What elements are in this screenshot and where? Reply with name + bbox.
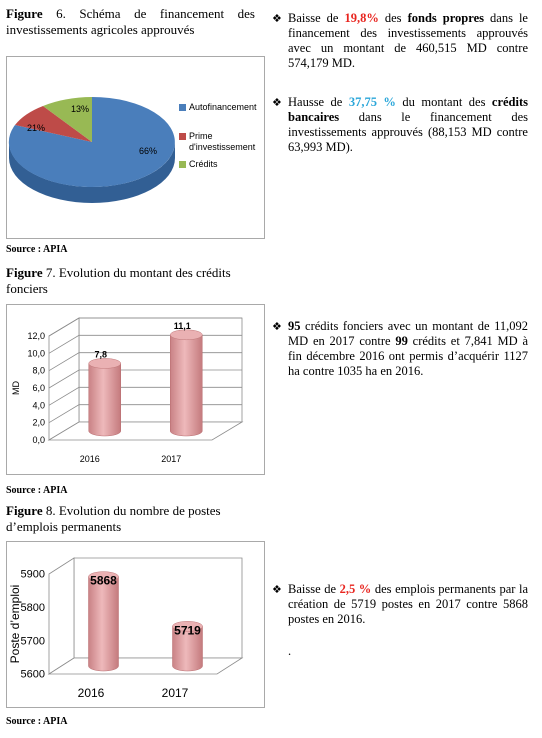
y-tick-label: 5700 <box>20 635 45 648</box>
legend-item-autofinancement <box>179 102 265 114</box>
legend-label-prime-2: d'investissement <box>189 142 256 152</box>
y-axis-title: MD <box>11 381 21 395</box>
fig7-bar-chart <box>7 305 266 476</box>
x-tick-label-2016: 2016 <box>77 686 105 700</box>
fig8-number: 8 <box>45 503 53 518</box>
x-tick-label-2017: 2017 <box>161 686 189 700</box>
legend-swatch-green <box>179 161 186 168</box>
fig6-legend <box>179 102 265 170</box>
y-tick-label: 5800 <box>20 602 45 614</box>
fig8-title <box>6 503 255 535</box>
bullet-credits-bancaires <box>272 95 528 155</box>
y-tick-label: 5900 <box>20 568 45 581</box>
fig8-source: Source : APIA <box>6 716 68 727</box>
b4-pct: 2,5 % <box>339 582 372 596</box>
bullet-credits-fonciers-text <box>272 319 528 379</box>
fig6-title-text: . Schéma de financement des investissements agricoles approuvés <box>6 6 255 37</box>
y-tick-label: 10,0 <box>27 348 45 359</box>
bullet-credits-fonciers <box>272 319 528 379</box>
y-tick-label: 12,0 <box>27 331 45 341</box>
bar-top-2016 <box>89 358 121 368</box>
y-tick-label: 6,0 <box>32 383 45 393</box>
b1-p1: Baisse de <box>288 11 345 25</box>
b1-p4: dans le financement des investissements approuvés avec un montant de 460,515 MD contre 574,179 MD. <box>288 11 528 70</box>
fig8-chart-frame <box>6 541 265 708</box>
bullet-fonds-propres <box>272 11 528 71</box>
fig6-chart-frame <box>6 56 265 239</box>
data-label-2016: 7,8 <box>94 349 108 360</box>
y-axis-title: Poste d’emploi <box>8 584 22 664</box>
bar-2016 <box>89 577 119 671</box>
pie-label-13: 13% <box>71 104 90 114</box>
bullet-emplois-text <box>272 582 528 627</box>
b3-p1: 95 <box>288 319 301 333</box>
data-label-2016: 5868 <box>90 573 117 588</box>
b3-p3: 99 <box>395 334 408 348</box>
fig8-label: Figure <box>6 503 43 518</box>
bullet-emplois <box>272 582 528 627</box>
fig7-title <box>6 265 255 297</box>
bar-2016 <box>89 363 121 436</box>
y-tick-label: 4,0 <box>32 400 45 411</box>
x-tick-label-2017: 2017 <box>161 454 182 464</box>
y-tick-label: 8,0 <box>32 365 45 376</box>
legend-label-credits: Crédits <box>189 159 218 169</box>
pie-label-21: 21% <box>27 123 46 133</box>
b4-p2: des emplois permanents par la création de 5719 postes en 2017 contre 5868 postes en 2016. <box>288 582 529 626</box>
b2-pct: 37,75 % <box>348 95 396 109</box>
chart-floor <box>49 658 242 674</box>
bullet-credits-bancaires-text <box>272 95 528 155</box>
y-tick-label: 0,0 <box>32 435 45 445</box>
legend-swatch-red <box>179 133 186 140</box>
fig8-title-text: . Evolution du nombre de postes d’emplois permanents <box>6 503 221 534</box>
legend-label-autofinancement: Autofinancement <box>189 102 257 112</box>
legend-item-prime <box>179 131 265 153</box>
b2-p2: du montant des <box>395 95 492 109</box>
chart-floor <box>49 422 242 440</box>
diamond-bullet-icon: ❖ <box>272 12 282 25</box>
pie-label-66: 66% <box>139 146 158 156</box>
diamond-bullet-icon: ❖ <box>272 583 282 596</box>
b2-p3: crédits bancaires <box>288 95 528 124</box>
data-label-2017: 5719 <box>174 623 201 638</box>
y-tick-label: 5600 <box>20 668 45 681</box>
fig7-chart-frame <box>6 304 265 475</box>
b3-p4: crédits et 7,841 MD à fin décembre 2016 ont permis d’acquérir 1127 ha contre 1035 ha en 2016. <box>288 334 528 378</box>
bar-top-2017 <box>170 330 202 340</box>
x-tick-label-2016: 2016 <box>79 454 100 464</box>
chart-side-wall <box>49 558 74 674</box>
b2-p4: dans le financement des investissements approuvés (88,153 MD contre 63,993 MD). <box>288 110 528 154</box>
bar-2017 <box>170 335 202 436</box>
b3-p2: crédits fonciers avec un montant de 11,092 MD en 2017 contre <box>288 319 528 348</box>
fig7-source: Source : APIA <box>6 485 68 496</box>
b2-p1: Hausse de <box>288 95 349 109</box>
fig6-title <box>6 6 255 38</box>
y-tick-label: 2,0 <box>32 417 45 428</box>
legend-swatch-blue <box>179 104 186 111</box>
stray-dot: . <box>288 644 292 658</box>
legend-item-credits <box>179 159 265 170</box>
diamond-bullet-icon: ❖ <box>272 96 282 109</box>
fig6-source: Source : APIA <box>6 244 68 255</box>
b4-p1: Baisse de <box>288 582 340 596</box>
fig6-number: 6 <box>56 6 63 21</box>
b1-pct: 19,8% <box>344 11 379 25</box>
fig7-number: 7 <box>45 265 53 280</box>
fig7-label: Figure <box>6 265 43 280</box>
diamond-bullet-icon: ❖ <box>272 320 282 333</box>
data-label-2017: 11,1 <box>173 320 191 331</box>
fig8-bar-chart <box>7 542 266 709</box>
b1-p3: fonds propres <box>407 11 484 25</box>
legend-label-prime: Prime <box>189 131 213 141</box>
bullet-fonds-propres-text <box>272 11 528 71</box>
b1-p2: des <box>378 11 408 25</box>
fig6-label: Figure <box>6 6 43 21</box>
fig7-title-text: . Evolution du montant des crédits fonciers <box>6 265 231 296</box>
